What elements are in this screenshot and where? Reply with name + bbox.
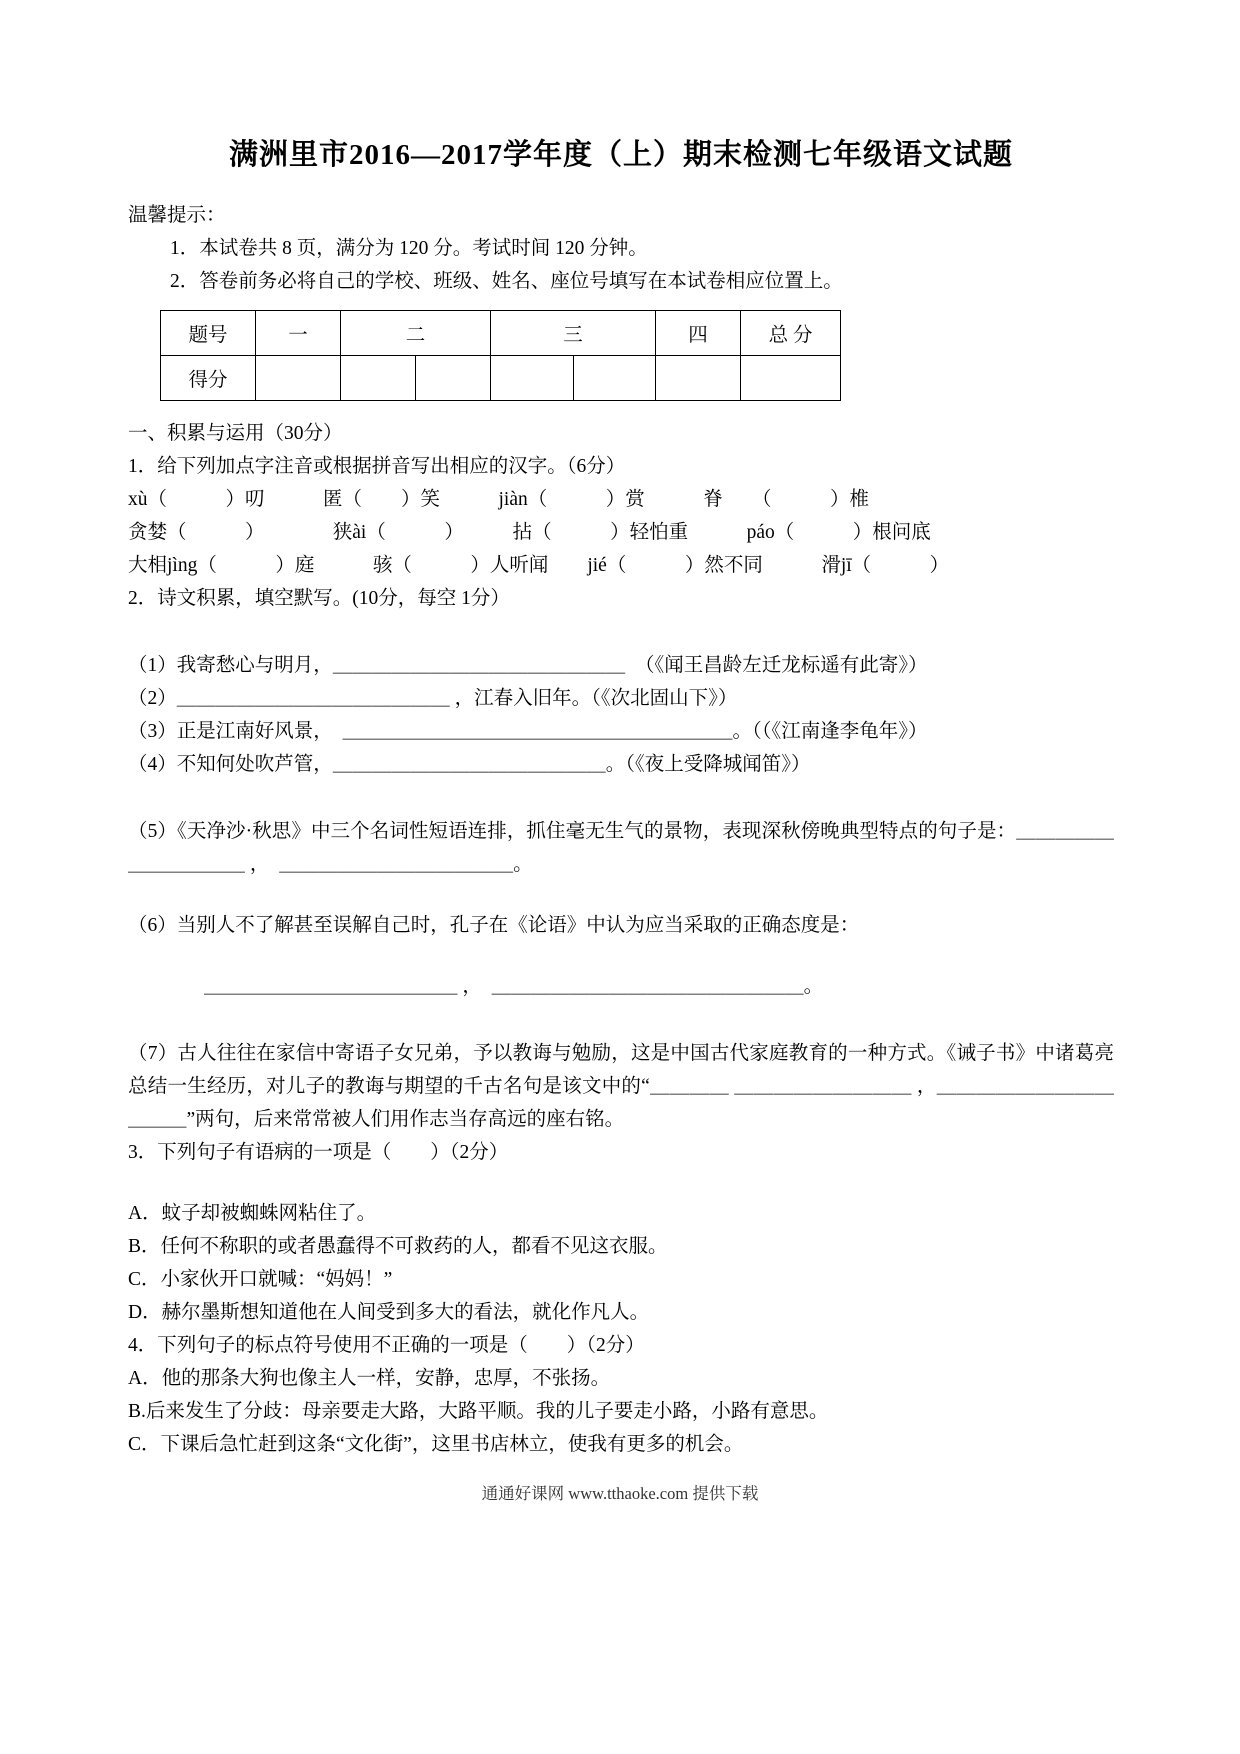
footer-download-note: 通通好课网 www.tthaoke.com 提供下载 [481,1484,759,1503]
q2-item-3: （3）正是江南好风景， ＿＿＿＿＿＿＿＿＿＿＿＿＿＿＿＿＿＿＿＿。（（《江南逢李龟年》） [128,721,928,742]
score-cell [416,356,491,401]
score-table [160,310,841,401]
score-table-col-1: 一 [256,311,341,356]
q1-stem: 1．给下列加点字注音或根据拼音写出相应的汉字。（6分） [128,456,626,477]
score-cell [341,356,416,401]
q4-option-b: B.后来发生了分歧：母亲要走大路，大路平顺。我的儿子要走小路，小路有意思。 [128,1401,829,1422]
q2-item-7: （7）古人往往在家信中寄语子女兄弟，予以教诲与勉励，这是中国古代家庭教育的一种方式。《诫子书》中诸葛亮总结一生经历，对儿子的教诲与期望的千古名句是该文中的“＿＿＿＿ ＿＿＿＿＿＿＿＿＿ ，＿＿＿＿＿＿＿＿＿＿＿＿”两句，后来常常被人们用作志当存高远的座右铭。 [128,1043,1114,1130]
q2-item-6-blanks: ＿＿＿＿＿＿＿＿＿＿＿＿＿ ， ＿＿＿＿＿＿＿＿＿＿＿＿＿＿＿＿。 [204,976,824,997]
q3-option-d: D．赫尔墨斯想知道他在人间受到多大的看法，就化作凡人。 [128,1302,650,1323]
q3-option-b: B．任何不称职的或者愚蠢得不可救药的人，都看不见这衣服。 [128,1236,668,1257]
score-row-label: 得分 [161,356,256,401]
q3-option-c: C．小家伙开口就喊：“妈妈！” [128,1269,393,1290]
score-cell [656,356,741,401]
score-cell [741,356,841,401]
score-table-score-row [161,356,841,401]
q2-item-2: （2）＿＿＿＿＿＿＿＿＿＿＿＿＿＿ ，江春入旧年。（《次北固山下》） [128,688,738,709]
q4-option-c: C．下课后急忙赶到这条“文化街”，这里书店林立，使我有更多的机会。 [128,1434,744,1455]
score-table-col-3: 三 [491,311,656,356]
score-cell [574,356,656,401]
q3-option-a: A．蚊子却被蜘蛛网粘住了。 [128,1203,377,1224]
notice-item-1: 1．本试卷共 8 页，满分为 120 分。考试时间 120 分钟。 [170,238,648,259]
q2-item-1: （1）我寄愁心与明月，＿＿＿＿＿＿＿＿＿＿＿＿＿＿＿ （《闻王昌龄左迁龙标遥有此寄》） [128,655,928,676]
page-title: 满洲里市2016—2017学年度（上）期末检测七年级语文试题 [228,139,1013,171]
q2-item-4: （4）不知何处吹芦管，＿＿＿＿＿＿＿＿＿＿＿＿＿＿。（《夜上受降城闻笛》） [128,754,811,775]
score-table-corner: 题号 [161,311,256,356]
q1-line-1: xù（ ）叨 匿（ ）笑 jiàn（ ）赏 脊 （ ）椎 [128,489,869,510]
notice-heading: 温馨提示： [128,205,226,226]
q2-stem: 2．诗文积累，填空默写。(10分，每空 1分） [128,588,510,609]
notice-item-2: 2．答卷前务必将自己的学校、班级、姓名、座位号填写在本试卷相应位置上。 [170,271,843,292]
q2-item-6-text: （6）当别人不了解甚至误解自己时，孔子在《论语》中认为应当采取的正确态度是： [128,915,860,936]
score-cell [256,356,341,401]
q4-stem: 4．下列句子的标点符号使用不正确的一项是（ ）（2分） [128,1335,645,1356]
q1-line-3: 大相jìng（ ）庭 骇（ ）人听闻 jié（ ）然不同 滑jī（ ） [128,555,950,576]
score-table-header-row [161,311,841,356]
q3-stem: 3．下列句子有语病的一项是（ ）（2分） [128,1142,509,1163]
section-1-heading: 一、积累与运用（30分） [128,423,343,444]
score-table-col-4: 四 [656,311,741,356]
score-table-col-2: 二 [341,311,491,356]
q4-option-a: A．他的那条大狗也像主人一样，安静，忠厚，不张扬。 [128,1368,611,1389]
q1-line-2: 贪婪（ ） 狭ài（ ） 拈（ ）轻怕重 páo（ ）根问底 [128,522,931,543]
score-cell [491,356,574,401]
q2-item-5: （5）《天净沙·秋思》中三个名词性短语连排，抓住毫无生气的景物，表现深秋傍晚典型特点的句子是：＿＿＿＿＿＿＿＿＿＿＿ ， ＿＿＿＿＿＿＿＿＿＿＿＿。 [128,821,1114,875]
score-table-col-total: 总 分 [741,311,841,356]
